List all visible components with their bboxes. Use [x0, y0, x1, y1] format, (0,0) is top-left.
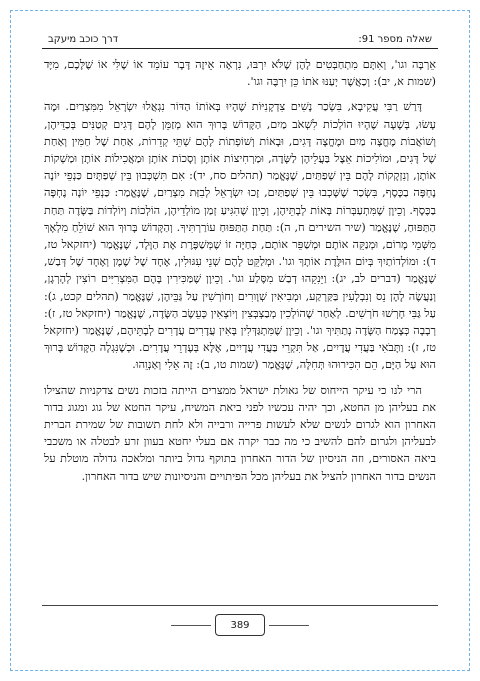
header-book-title: דרך כוכב מיעקב [48, 34, 119, 45]
footer-divider [42, 605, 438, 606]
paragraph-commentary: הרי לנו כי עיקר הייחוס של גאולת ישראל ממצרים הייתה בזכות נשים צדקניות שהצילו את בעליהן מן החטא, וכך יהיה עכשיו לפני ביאת המשיח, עיקר החטא של גוג ומגוג בדור האחרון הוא לגרום לנשים שלא לעשות פרייה ורבייה ולא לחת תשובות של שמירת הברית לבעליהן ולגרום להם להשיב כי מה כבר יקרה אם בעלי יחטא בעוון זרע לבטלה או משכבי ביאה האסורים, וזה הניסיון של הדור האחרון בתוקף גדול ביותר ומלאכה גדולה מוטלת על הנשים בדור האחרון להציל את בעליהן מכל הפיתויים והניסיונות שיש בדור האחרון. [44, 383, 436, 483]
page-number-rule-left [171, 625, 211, 626]
page-number: 389 [215, 614, 265, 636]
page-number-area [0, 614, 480, 636]
paragraph-midrash: דָּרַשׁ רַבִּי עֲקִיבָא, בִּשְׂכַר נָשִׁים צִדְקָנִיּוֹת שֶׁהָיוּ בְּאוֹתוֹ הַדּוֹר נִגְאֲלוּ יִשְׂרָאֵל מִמִּצְרַיִם. וּמֶה עָשׂוּ, בְּשָׁעָה שֶׁהָיוּ הוֹלְכוֹת לִשְׁאֹב מַיִם, הַקָּדוֹשׁ בָּרוּךְ הוּא מְזַמֵּן לָהֶם דָּגִים קְטַנִּים בְּכַדֵּיהֶן, וְשׁוֹאֲבוֹת מֶחֱצָה מַיִם וּמֶחֱצָה דָּגִים, וּבָאוֹת וְשׁוֹפְתוֹת לָהֶם שְׁתֵּי קְדֵרוֹת, אַחַת שֶׁל חַמִּין וְאַחַת שֶׁל דָּגִים, וּמוֹלִיכוֹת אֵצֶל בַּעֲלֵיהֶן לַשָּׂדֶה, וּמַרְחִיצוֹת אוֹתָן וְסָכוֹת אוֹתָן וּמַאֲכִילוֹת אוֹתָן וּמַשְׁקוֹת אוֹתָן, וְנִזְקָקוֹת לָהֶם בֵּין שְׁפַתַּיִם, שֶׁנֶּאֱמַר (תהלים סח, יד): אִם תִּשְׁכְּבוּן בֵּין שְׁפַתָּיִם כַּנְפֵי יוֹנָה נֶחְפָּה בַכֶּסֶף, בִּשְׂכַר שֶׁשָּׁכְבוּ בֵּין שְׁפַתַּיִם, זָכוּ יִשְׂרָאֵל לְבִזַּת מִצְרַיִם, שֶׁנֶּאֱמַר: כַּנְפֵי יוֹנָה נֶחְפָּה בַכֶּסֶף. וְכֵיוָן שֶׁמִּתְעַבְּרוֹת בָּאוֹת לְבָתֵּיהֶן, וְכֵיוָן שֶׁהִגִּיעַ זְמַן מוֹלְדֵיהֶן, הוֹלְכוֹת וְיוֹלְדוֹת בַּשָּׂדֶה תַּחַת הַתַּפּוּחַ, שֶׁנֶּאֱמַר (שיר השירים ח, ה): תַּחַת הַתַּפּוּחַ עוֹרַרְתִּיךָ. וְהַקָּדוֹשׁ בָּרוּךְ הוּא שׁוֹלֵחַ מִלְאָךְ מִשְּׁמֵי מָרוֹם, וּמְנַקֵּה אוֹתָם וּמְשַׁפֵּר אוֹתָם, כְּחַיָּה זוֹ שֶׁמְּשַׁפֶּרֶת אֶת הַוָּלָד, שֶׁנֶּאֱמַר (יחזקאל טז, ד): וּמוֹלְדוֹתַיִךְ בְּיוֹם הוּלֶּדֶת אוֹתָךְ וגו'. וּמְלַקֵּט לָהֶם שְׁנֵי עִגּוּלִין, אֶחָד שֶׁל שֶׁמֶן וְאֶחָד שֶׁל דְּבַשׁ, שֶׁנֶּאֱמַר (דברים לב, יג): וַיֵּנִקֵהוּ דְבַשׁ מִסֶּלַע וגו'. וְכֵיוָן שֶׁמַּכִּירִין בָּהֶם הַמִּצְרִיִּים רוֹצִין לְהָרְגָן, וְנַעֲשֶׂה לָהֶן נֵס וְנִבְלָעִין בַּקַּרְקַע, וּמְבִיאִין שְׁוָורִים וְחוֹרְשִׁין עַל גַּבֵּיהֶן, שֶׁנֶּאֱמַר (תהלים קכט, ג): עַל גַּבִּי חָרְשׁוּ חֹרְשִׁים. לְאַחַר שֶׁהוֹלְכִין מְבַצְבְּצִין וְיוֹצְאִין כְּעֵשֶׂב הַשָּׂדֶה, שֶׁנֶּאֱמַר (יחזקאל טז, ז): רְבָבָה כְּצֶמַח הַשָּׂדֶה נְתַתִּיךְ וגו'. וְכֵיוָן שֶׁמִּתְגַּדְּלִין בָּאִין עֲדָרִים עֲדָרִים לְבָתֵּיהֶם, שֶׁנֶּאֱמַר (יחזקאל טז, ז): וַתָּבֹאִי בַּעֲדִי עֲדָיִים, אַל תִּקְרֵי בַּעֲדִי עֲדָיִים, אֶלָּא בְּעֶדְרֵי עֲדָרִים. וּכְשֶׁנִּגְלָה הַקָּדוֹשׁ בָּרוּךְ הוּא עַל הַיָּם, הֵם הִכִּירוּהוּ תְּחִלָּה, שֶׁנֶּאֱמַר (שמות טו, ב): זֶה אֵלִי וְאַנְוֵהוּ. [44, 100, 436, 372]
header-question-number: שאלה מספר 91: [358, 34, 432, 45]
paragraph-continuation: אֵרְבָּה וגו', וְאִתָּם מִתְחַבְּטִים לָהֶן שֶׁלֹּא יִרְבּוּ, נִרְאֶה אֵיזֶה דָּבָר עוֹמֵד אוֹ שֶׁלִּי אוֹ שֶׁלָּכֶם, מִיָּד (שמות א, יב): וְכַאֲשֶׁר יְעַנּוּ אֹתוֹ כֵּן יִרְבֶּה וגו'. [44, 58, 436, 89]
page-number-rule-right [269, 625, 309, 626]
running-header [42, 28, 438, 49]
main-text [44, 56, 436, 613]
